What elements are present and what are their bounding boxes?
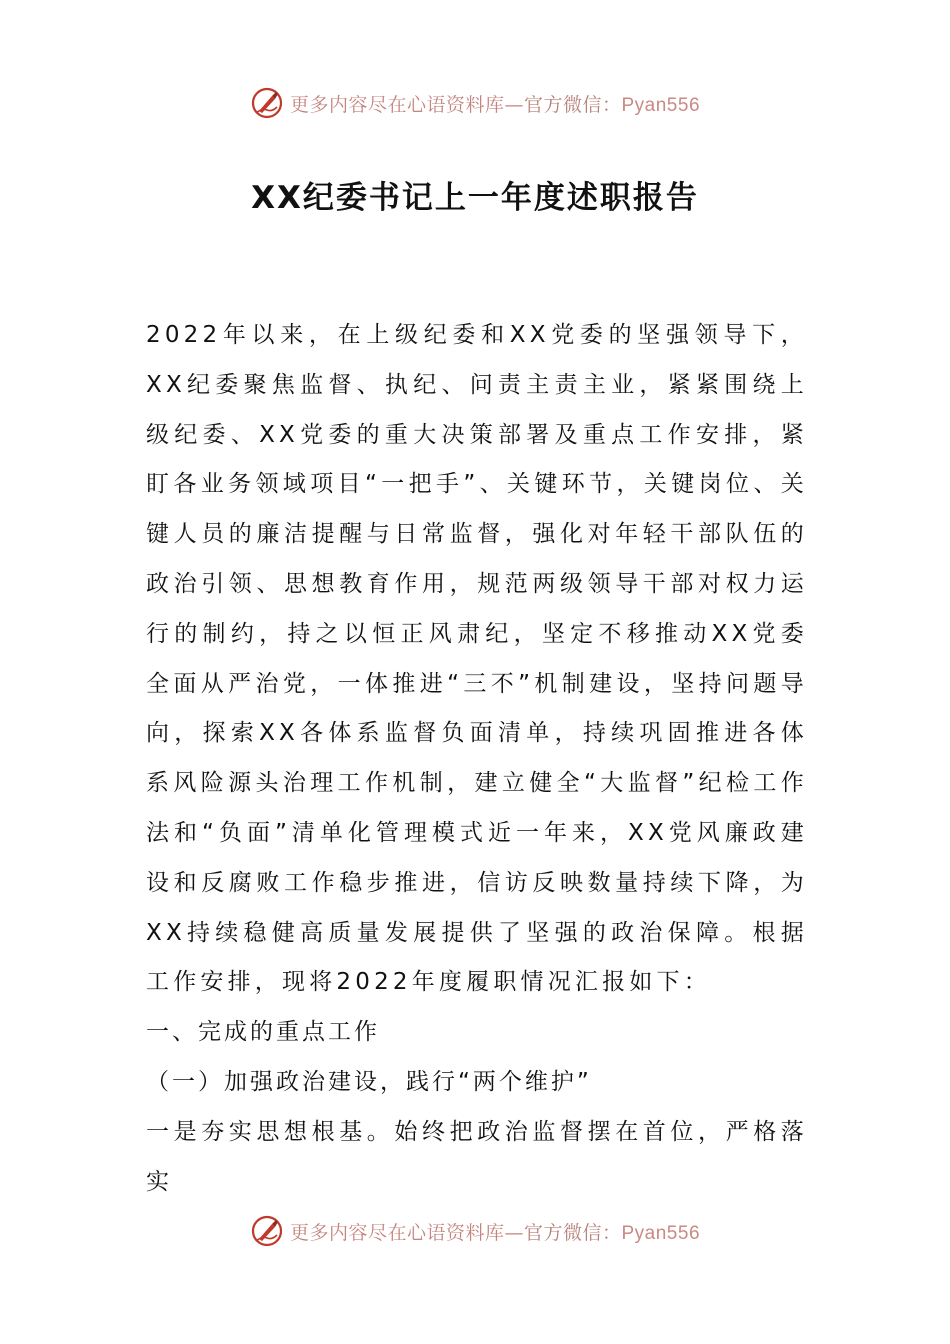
watermark-site-name: 更多内容尽在心语资料库	[289, 1221, 505, 1244]
watermark-site-name: 更多内容尽在心语资料库	[289, 93, 505, 116]
watermark-wechat-id: Pyan556	[621, 1222, 701, 1244]
watermark-separator: —	[504, 1221, 524, 1244]
watermark-banner-bottom	[0, 1211, 950, 1251]
watermark-wechat-id: Pyan556	[621, 94, 701, 116]
document-body	[146, 311, 808, 1207]
section-heading: 一、完成的重点工作	[146, 1019, 380, 1046]
intro-paragraph: 2022年以来，在上级纪委和XX党委的坚强领导下，XX纪委聚焦监督、执纪、问责主责主业，紧紧围绕上级纪委、XX党委的重大决策部署及重点工作安排，紧盯各业务领域项目“一把手”、关键环节，关键岗位、关键人员的廉洁提醒与日常监督，强化对年轻干部队伍的政治引领、思想教育作用，规范两级领导干部对权力运行的制约，持之以恒正风肃纪，坚定不移推动XX党委全面从严治党，一体推进“三不”机制建设，坚持问题导向，探索XX各体系监督负面清单，持续巩固推进各体系风险源头治理工作机制，建立健全“大监督”纪检工作法和“负面”清单化管理模式近一年来，XX党风廉政建设和反腐败工作稳步推进，信访反映数量持续下降，为XX持续稳健高质量发展提供了坚强的政治保障。根据工作安排，现将2022年度履职情况汇报如下：	[146, 322, 808, 996]
document-title: XX纪委书记上一年度述职报告	[251, 180, 699, 216]
watermark-wechat-label: 官方微信：	[523, 1221, 622, 1244]
subsection-heading: （一）加强政治建设，践行“两个维护”	[146, 1068, 592, 1095]
pen-logo-icon	[250, 86, 284, 120]
watermark-text	[290, 90, 700, 117]
watermark-wechat-label: 官方微信：	[523, 93, 622, 116]
watermark-banner-top	[0, 83, 950, 123]
watermark-text	[290, 1218, 700, 1245]
watermark-separator: —	[504, 93, 524, 116]
body-paragraph: 一是夯实思想根基。始终把政治监督摆在首位，严格落实	[146, 1118, 808, 1195]
pen-logo-icon	[250, 1214, 284, 1248]
